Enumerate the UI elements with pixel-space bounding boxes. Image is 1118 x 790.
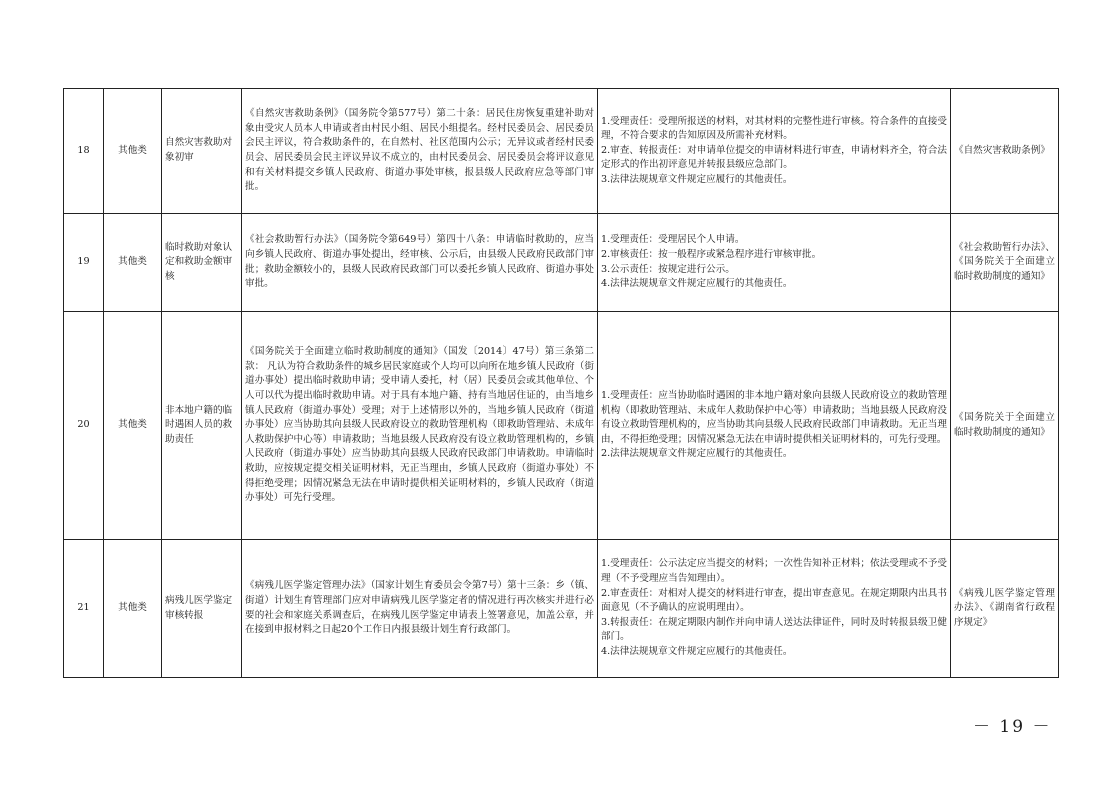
row-responsibilities xyxy=(598,312,951,540)
responsibility-line: 1.受理责任：受理居民个人申请。 xyxy=(601,234,745,246)
row-legal-basis: 《国务院关于全面建立临时救助制度的通知》（国发〔2014〕47号）第三条第二款： 凡认为符合救助条件的城乡居民家庭或个人均可以向所在地乡镇人民政府（街道办事处）提出临时救助申请；受申请人委托，村（居）民委员会或其他单位、个人可以代为提出临时救助申请。对于具有本地户籍、持有当地居住证的，由当地乡镇人民政府（街道办事处）受理；对于上述情形以外的，当地乡镇人民政府（街道办事处）应当协助其向县级人民政府设立的救助管理机构（即救助管理站、未成年人救助保护中心等）申请救助；当地县级人民政府没有设立救助管理机构的，乡镇人民政府（街道办事处）应当协助其向县级人民政府民政部门申请救助。申请临时救助，应按规定提交相关证明材料，无正当理由，乡镇人民政府（街道办事处）不得拒绝受理；因情况紧急无法在申请时提供相关证明材料的，乡镇人民政府（街道办事处）可先行受理。 xyxy=(242,312,598,540)
row-category: 其他类 xyxy=(104,89,162,214)
responsibility-line: 1.受理责任：应当协助临时遇困的非本地户籍对象向县级人民政府设立的救助管理机构（即救助管理站、未成年人救助保护中心等）申请救助；当地县级人民政府没有设立救助管理机构的，应当协助其向县级人民政府民政部门申请救助。无正当理由，不得拒绝受理；因情况紧急无法在申请时提供相关证明材料的，可先行受理。 xyxy=(601,390,947,445)
responsibility-line: 1.受理责任：公示法定应当提交的材料；一次性告知补正材料；依法受理或不予受理（不予受理应当告知理由）。 xyxy=(601,558,947,585)
row-source: 《病残儿医学鉴定管理办法》、《湖南省行政程序规定》 xyxy=(951,540,1059,678)
row-legal-basis: 《自然灾害救助条例》（国务院令第577号）第二十条：居民住房恢复重建补助对象由受灾人员本人申请或者由村民小组、居民小组提名。经村民委员会、居民委员会民主评议，符合救助条件的，在自然村、社区范围内公示；无异议或者经村民委员会、居民委员会民主评议异议不成立的，由村民委员会、居民委员会将评议意见和有关材料提交乡镇人民政府、街道办事处审核，报县级人民政府应急等部门审批。 xyxy=(242,89,598,214)
row-number: 19 xyxy=(64,214,104,312)
row-legal-basis: 《社会救助暂行办法》（国务院令第649号）第四十八条：申请临时救助的，应当向乡镇人民政府、街道办事处提出，经审核、公示后，由县级人民政府民政部门审批；救助金额较小的，县级人民政府民政部门可以委托乡镇人民政府、街道办事处审批。 xyxy=(242,214,598,312)
table-row xyxy=(64,540,1059,678)
table-row xyxy=(64,312,1059,540)
row-responsibilities xyxy=(598,540,951,678)
row-source: 《自然灾害救助条例》 xyxy=(951,89,1059,214)
row-source: 《社会救助暂行办法》、《国务院关于全面建立临时救助制度的通知》 xyxy=(951,214,1059,312)
row-number: 18 xyxy=(64,89,104,214)
responsibility-line: 1.受理责任：受理所报送的材料，对其材料的完整性进行审核。符合条件的直接受理，不符合要求的告知原因及所需补充材料。 xyxy=(601,115,947,142)
responsibility-line: 3.法律法规规章文件规定应履行的其他责任。 xyxy=(601,173,793,185)
powers-table xyxy=(63,88,1059,678)
responsibility-line: 4.法律法规规章文件规定应履行的其他责任。 xyxy=(601,278,793,290)
row-legal-basis: 《病残儿医学鉴定管理办法》（国家计划生育委员会令第7号）第十三条：乡（镇、街道）计划生育管理部门应对申请病残儿医学鉴定者的情况进行再次核实并进行必要的社会和家庭关系调查后，在病残儿医学鉴定申请表上签署意见，加盖公章，并在接到申报材料之日起20个工作日内报县级计划生育行政部门。 xyxy=(242,540,598,678)
row-category: 其他类 xyxy=(104,312,162,540)
row-responsibilities xyxy=(598,214,951,312)
row-category: 其他类 xyxy=(104,540,162,678)
responsibility-line: 3.公示责任：按规定进行公示。 xyxy=(601,263,735,275)
responsibility-line: 4.法律法规规章文件规定应履行的其他责任。 xyxy=(601,645,793,657)
row-number: 20 xyxy=(64,312,104,540)
responsibility-line: 2.法律法规规章文件规定应履行的其他责任。 xyxy=(601,448,793,460)
row-number: 21 xyxy=(64,540,104,678)
row-source: 《国务院关于全面建立临时救助制度的通知》 xyxy=(951,312,1059,540)
responsibility-line: 2.审查、转报责任：对申请单位提交的申请材料进行审查，申请材料齐全，符合法定形式的作出初评意见并转报县级应急部门。 xyxy=(601,144,947,171)
table-row xyxy=(64,214,1059,312)
row-item-name: 非本地户籍的临时遇困人员的救助责任 xyxy=(162,312,242,540)
responsibility-line: 2.审核责任：按一般程序或紧急程序进行审核审批。 xyxy=(601,248,822,260)
row-category: 其他类 xyxy=(104,214,162,312)
row-responsibilities xyxy=(598,89,951,214)
responsibility-line: 3.转报责任：在规定期限内制作并向申请人送达法律证件，同时及时转报县级卫健部门。 xyxy=(601,616,947,643)
row-item-name: 自然灾害救助对象初审 xyxy=(162,89,242,214)
responsibility-line: 2.审查责任：对相对人提交的材料进行审查，提出审查意见。在规定期限内出具书面意见（不予确认的应说明理由）。 xyxy=(601,587,947,614)
page-number: － 19 － xyxy=(973,717,1052,737)
table-row xyxy=(64,89,1059,214)
row-item-name: 临时救助对象认定和救助金额审核 xyxy=(162,214,242,312)
row-item-name: 病残儿医学鉴定审核转报 xyxy=(162,540,242,678)
